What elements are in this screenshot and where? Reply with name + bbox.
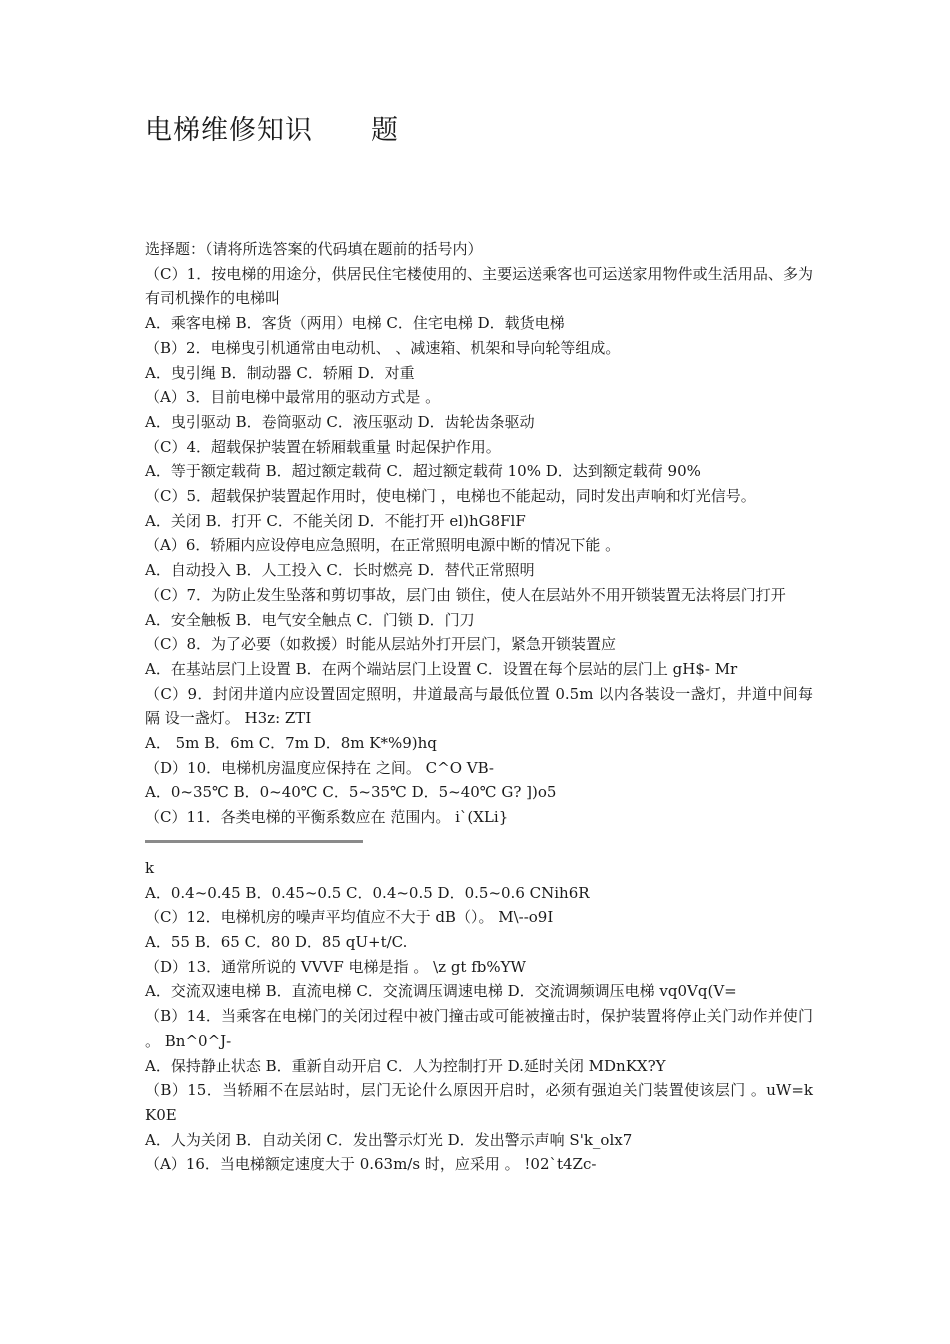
text-line: A．0.4~0.45 B．0.45~0.5 C．0.4~0.5 D．0.5~0.6 CNih6R [145, 883, 590, 902]
text-line: （C）4．超载保护装置在轿厢载重量 时起保护作用。 [145, 437, 501, 456]
text-line: （C）8．为了必要（如救援）时能从层站外打开层门，紧急开锁装置应 [145, 635, 617, 654]
question-block-1 [145, 262, 813, 830]
text-line: A．0~35℃ B．0~40℃ C．5~35℃ D．5~40℃ G? ])o5 [145, 783, 557, 802]
page-title-main: 电梯维修知识 [145, 115, 313, 146]
text-line: A．人为关闭 B．自动关闭 C．发出警示灯光 D．发出警示声响 S'k_olx7 [145, 1130, 633, 1149]
text-line: （A）16．当电梯额定速度大于 0.63m/s 时，应采用 。 !02`t4Zc- [145, 1155, 597, 1174]
text-line: A．乘客电梯 B．客货（两用）电梯 C．住宅电梯 D．载货电梯 [145, 314, 565, 333]
text-line: A．等于额定载荷 B．超过额定载荷 C．超过额定载荷 10% D．达到额定载荷 90% [145, 462, 701, 481]
page-title-tail: 题 [371, 115, 399, 146]
text-line: （B）2．电梯曳引机通常由电动机、 、减速箱、机架和导向轮等组成。 [145, 338, 621, 357]
text-line: （C）12．电梯机房的噪声平均值应不大于 dB（）。 M\--o9I [145, 908, 554, 927]
text-line: （C）5．超载保护装置起作用时，使电梯门 ，电梯也不能起动，同时发出声响和灯光信号。 [145, 487, 756, 506]
text-line: A．交流双速电梯 B．直流电梯 C．交流调压调速电梯 D．交流调频调压电梯 vq0Vq(V= [145, 982, 737, 1001]
text-line: A．安全触板 B．电气安全触点 C．门锁 D．门刀 [145, 610, 475, 629]
text-line: （A）3．目前电梯中最常用的驱动方式是 。 [145, 388, 441, 407]
text-line: A．曳引绳 B．制动器 C．轿厢 D．对重 [145, 363, 415, 382]
text-line: （B）14．当乘客在电梯门的关闭过程中被门撞击或可能被撞击时，保护装置将停止关门动作并使门 。 Bn^0^J- [145, 1007, 813, 1050]
document-body [145, 237, 813, 1177]
text-line: （D）10．电梯机房温度应保持在 之间。 C^O VB- [145, 758, 494, 777]
section-divider [145, 840, 363, 843]
text-line: （C）9．封闭井道内应设置固定照明，井道最高与最低位置 0.5m 以内各装设一盏灯，井道中间每隔 设一盏灯。 H3z: ZTI [145, 684, 813, 728]
instructions-line: 选择题：（请将所选答案的代码填在题前的括号内） [145, 240, 483, 258]
text-line: （C）11．各类电梯的平衡系数应在 范围内。 i`(XLi} [145, 808, 509, 827]
text-line: A．保持静止状态 B．重新自动开启 C．人为控制打开 D.延时关闭 MDnKX?Y [145, 1056, 666, 1075]
question-block-2 [145, 856, 813, 1177]
text-line: （C）7．为防止发生坠落和剪切事故，层门由 锁住，使人在层站外不用开锁装置无法将层门打开 [145, 585, 786, 604]
text-line: （B）15．当轿厢不在层站时，层门无论什么原因开启时，必须有强迫关门装置使该层门 。uW=k K0E [145, 1081, 813, 1124]
text-line: A． 5m B．6m C．7m D．8m K*%9)hq [145, 734, 437, 753]
page-title [145, 108, 399, 147]
text-line: （C）1．按电梯的用途分，供居民住宅楼使用的、主要运送乘客也可运送家用物件或生活用品、多为有司机操作的电梯叫 [145, 264, 813, 308]
text-line: A．55 B．65 C．80 D．85 qU+t/C. [145, 932, 408, 951]
text-line: （D）13．通常所说的 VVVF 电梯是指 。 \z gt fb%YW [145, 957, 526, 976]
text-line: （A）6．轿厢内应设停电应急照明，在正常照明电源中断的情况下能 。 [145, 536, 621, 555]
text-line: A．在基站层门上设置 B．在两个端站层门上设置 C．设置在每个层站的层门上 gH$- Mr [145, 659, 738, 678]
text-line: A．自动投入 B．人工投入 C．长时燃亮 D．替代正常照明 [145, 561, 535, 580]
text-line: k [145, 858, 155, 877]
text-line: A．曳引驱动 B．卷筒驱动 C．液压驱动 D．齿轮齿条驱动 [145, 412, 535, 431]
text-line: A．关闭 B．打开 C．不能关闭 D．不能打开 el)hG8FlF [145, 511, 526, 530]
